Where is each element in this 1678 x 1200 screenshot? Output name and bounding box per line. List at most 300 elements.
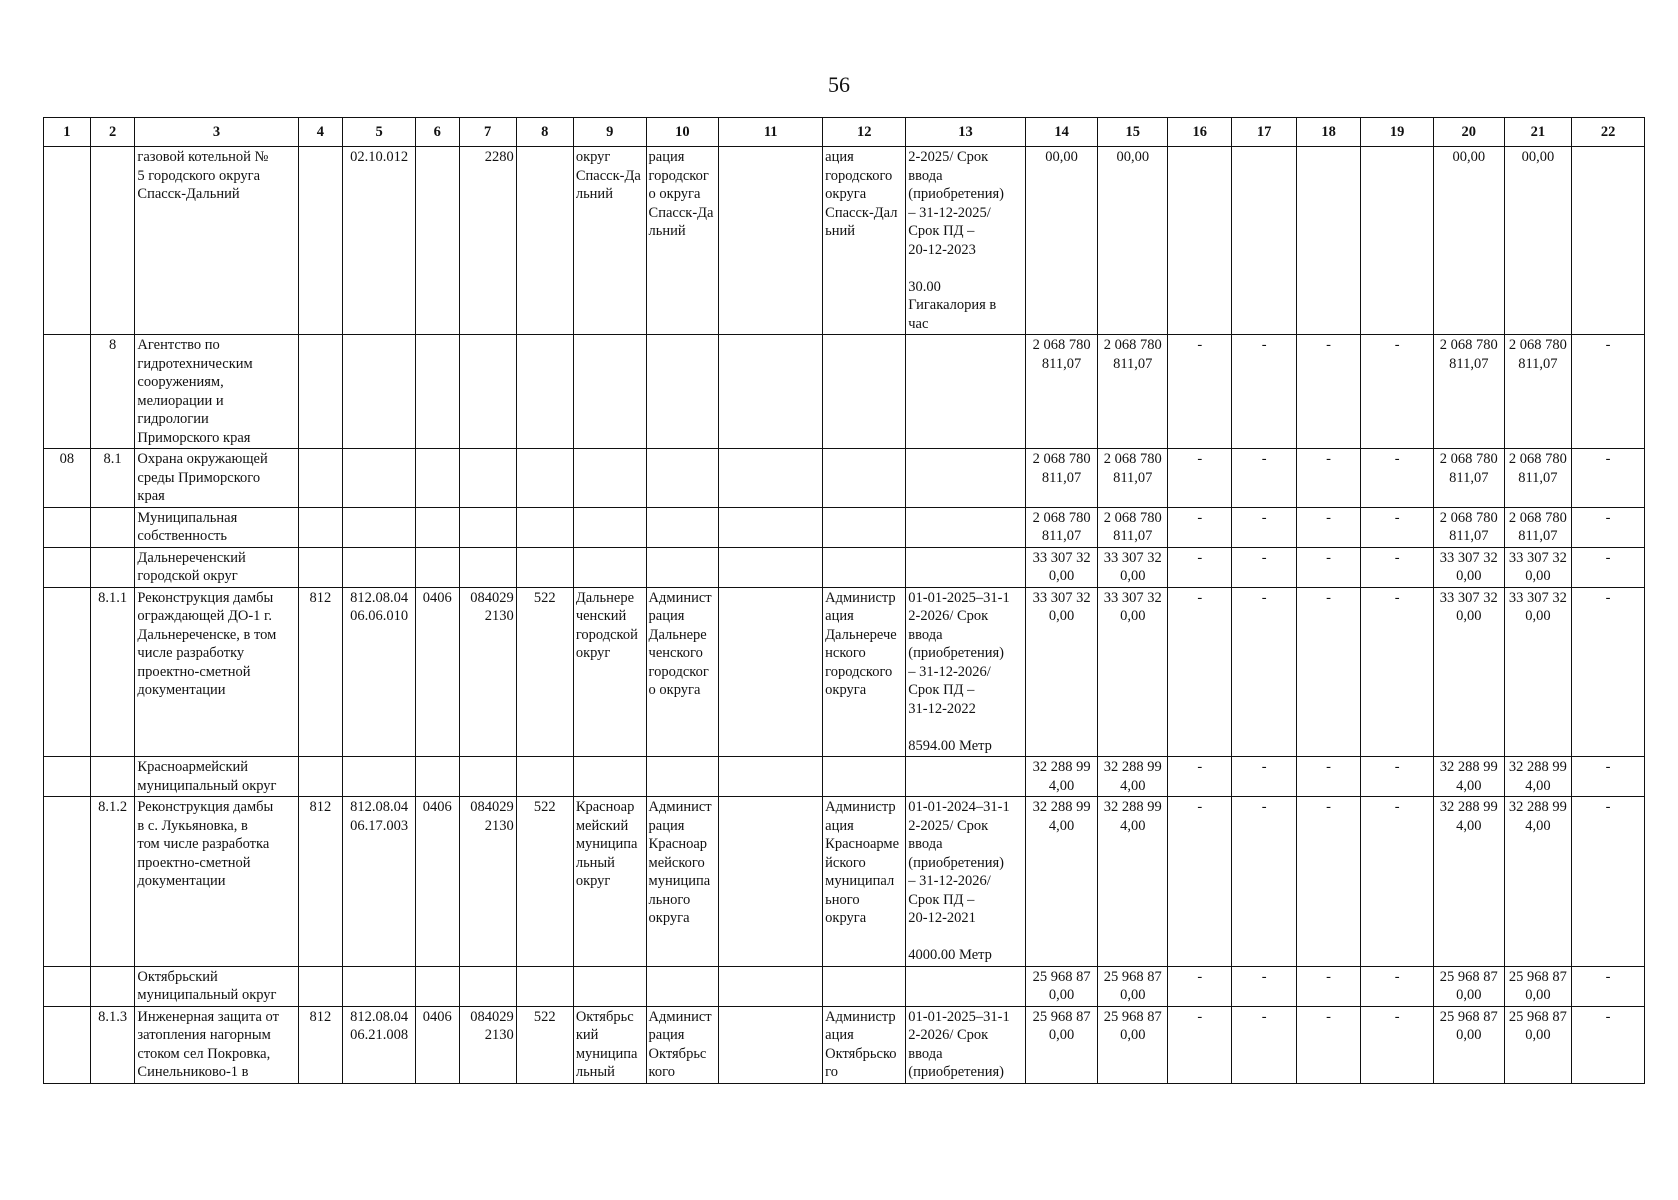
cell-col-3 — [135, 547, 298, 587]
cell-text: - — [1197, 451, 1203, 467]
cell-col-17 — [1232, 797, 1296, 967]
cell-col-8 — [516, 547, 573, 587]
cell-text: 2 068 780 811,07 — [1032, 509, 1091, 544]
cell-col-16 — [1168, 966, 1232, 1006]
cell-text: Агентство по гидротехническим сооружениям, мелиорации и гидрологии Приморского края — [137, 337, 253, 446]
cell-text: 01-01-2025–31-1 2-2026/ Срок ввода (приобретения) — [908, 1008, 1010, 1080]
cell-col-22 — [1572, 335, 1645, 449]
cell-text: Октябрьский муниципальный округ — [137, 968, 277, 1003]
cell-col-13 — [906, 587, 1025, 757]
cell-col-12 — [823, 1006, 906, 1083]
cell-col-18 — [1296, 797, 1360, 967]
cell-col-14 — [1025, 757, 1098, 797]
cell-col-21 — [1504, 507, 1572, 547]
cell-col-19 — [1361, 797, 1434, 967]
cell-col-13 — [906, 547, 1025, 587]
cell-col-15 — [1098, 1006, 1168, 1083]
cell-col-1 — [44, 797, 91, 967]
cell-col-14 — [1025, 507, 1098, 547]
cell-text: 812.08.04 06.21.008 — [350, 1008, 409, 1043]
column-header-6: 6 — [415, 118, 459, 147]
cell-text: 32 288 99 4,00 — [1103, 759, 1162, 794]
cell-col-15 — [1098, 587, 1168, 757]
cell-text: 33 307 32 0,00 — [1439, 589, 1498, 624]
column-header-8: 8 — [516, 118, 573, 147]
cell-col-2 — [90, 335, 135, 449]
cell-col-17 — [1232, 757, 1296, 797]
table-row — [44, 966, 1645, 1006]
cell-text: 32 288 99 4,00 — [1508, 759, 1567, 794]
cell-col-6 — [415, 966, 459, 1006]
cell-col-13 — [906, 507, 1025, 547]
cell-text: 522 — [533, 799, 556, 815]
column-header-17: 17 — [1232, 118, 1296, 147]
cell-text: - — [1197, 1008, 1203, 1025]
cell-text: - — [1605, 451, 1611, 467]
cell-col-9 — [573, 449, 646, 508]
cell-text: - — [1197, 549, 1203, 566]
cell-text: 01-01-2024–31-1 2-2025/ Срок ввода (приобретения) – 31-12-2026/ Срок ПД – 20-12-2021 4000.00 Метр — [908, 799, 1010, 963]
cell-text: 2 068 780 811,07 — [1508, 337, 1567, 372]
table-row — [44, 335, 1645, 449]
cell-col-18 — [1296, 547, 1360, 587]
cell-col-7 — [459, 507, 516, 547]
cell-text: 01-01-2025–31-1 2-2026/ Срок ввода (приобретения) – 31-12-2026/ Срок ПД – 31-12-2022 8594.00 Метр — [908, 589, 1010, 754]
header-row — [44, 118, 1645, 147]
cell-col-1 — [44, 547, 91, 587]
cell-col-18 — [1296, 966, 1360, 1006]
column-header-15: 15 — [1098, 118, 1168, 147]
cell-text: 25 968 87 0,00 — [1439, 968, 1498, 1003]
cell-text: - — [1605, 589, 1611, 606]
cell-col-4 — [298, 1006, 343, 1083]
cell-text: 2 068 780 811,07 — [1439, 509, 1498, 544]
cell-col-10 — [646, 966, 719, 1006]
cell-text: 33 307 32 0,00 — [1032, 549, 1091, 584]
cell-col-20 — [1433, 757, 1504, 797]
cell-col-1 — [44, 147, 91, 335]
cell-text: 084029 2130 — [470, 799, 514, 834]
cell-col-14 — [1025, 449, 1098, 508]
cell-col-17 — [1232, 547, 1296, 587]
cell-col-2 — [90, 449, 135, 508]
cell-text: 32 288 99 4,00 — [1439, 759, 1498, 794]
cell-col-19 — [1361, 449, 1434, 508]
column-header-21: 21 — [1504, 118, 1572, 147]
cell-col-8 — [516, 147, 573, 335]
cell-col-21 — [1504, 1006, 1572, 1083]
cell-col-6 — [415, 1006, 459, 1083]
cell-col-19 — [1361, 507, 1434, 547]
budget-table — [43, 117, 1645, 1084]
cell-text: 8.1.1 — [98, 589, 128, 606]
cell-text: - — [1326, 589, 1331, 606]
cell-col-16 — [1168, 547, 1232, 587]
cell-text: - — [1394, 509, 1400, 526]
cell-text: - — [1394, 337, 1400, 353]
cell-col-16 — [1168, 1006, 1232, 1083]
cell-text: 2 068 780 811,07 — [1032, 337, 1091, 372]
cell-col-12 — [823, 335, 906, 449]
cell-text: - — [1394, 759, 1400, 775]
table-row — [44, 547, 1645, 587]
cell-col-18 — [1296, 449, 1360, 508]
cell-text: 32 288 99 4,00 — [1103, 799, 1162, 834]
cell-col-8 — [516, 757, 573, 797]
cell-col-5 — [343, 449, 416, 508]
cell-col-4 — [298, 797, 343, 967]
column-header-12: 12 — [823, 118, 906, 147]
cell-text: Охрана окружающей среды Приморского края — [137, 451, 268, 504]
cell-col-18 — [1296, 147, 1360, 335]
column-header-18: 18 — [1296, 118, 1360, 147]
cell-text: - — [1394, 549, 1400, 566]
cell-col-22 — [1572, 507, 1645, 547]
cell-text: - — [1326, 451, 1331, 467]
cell-text: - — [1326, 337, 1331, 353]
cell-col-12 — [823, 507, 906, 547]
cell-text: 2-2025/ Срок ввода (приобретения) – 31-12-2025/ Срок ПД – 20-12-2023 30.00 Гигакалория в час — [908, 149, 1004, 332]
cell-text: - — [1394, 799, 1400, 815]
cell-text: Админист рация Октябрьс кого — [648, 1008, 712, 1080]
cell-text: газовой котельной № 5 городского округа Спасск-Дальний — [137, 149, 269, 202]
cell-col-21 — [1504, 757, 1572, 797]
cell-col-19 — [1361, 587, 1434, 757]
cell-col-7 — [459, 966, 516, 1006]
cell-col-20 — [1433, 587, 1504, 757]
cell-col-6 — [415, 547, 459, 587]
cell-col-1 — [44, 757, 91, 797]
cell-col-20 — [1433, 147, 1504, 335]
cell-text: 00,00 — [1452, 149, 1486, 165]
cell-col-2 — [90, 147, 135, 335]
cell-col-10 — [646, 797, 719, 967]
cell-col-7 — [459, 797, 516, 967]
cell-text: 00,00 — [1521, 149, 1555, 165]
column-header-19: 19 — [1361, 118, 1434, 147]
cell-text: 32 288 99 4,00 — [1032, 759, 1091, 794]
table-row — [44, 1006, 1645, 1083]
cell-col-15 — [1098, 757, 1168, 797]
cell-col-13 — [906, 757, 1025, 797]
cell-col-13 — [906, 1006, 1025, 1083]
cell-text: 2 068 780 811,07 — [1439, 337, 1498, 372]
cell-col-2 — [90, 797, 135, 967]
cell-col-11 — [719, 966, 823, 1006]
cell-col-3 — [135, 757, 298, 797]
cell-text: 00,00 — [1116, 149, 1150, 165]
column-header-2: 2 — [90, 118, 135, 147]
cell-col-16 — [1168, 587, 1232, 757]
cell-col-13 — [906, 797, 1025, 967]
cell-col-22 — [1572, 449, 1645, 508]
cell-col-13 — [906, 335, 1025, 449]
cell-col-6 — [415, 757, 459, 797]
cell-col-7 — [459, 547, 516, 587]
cell-col-10 — [646, 757, 719, 797]
cell-text: 2280 — [484, 149, 514, 165]
cell-col-21 — [1504, 147, 1572, 335]
cell-text: - — [1326, 759, 1331, 775]
cell-col-22 — [1572, 147, 1645, 335]
cell-text: 25 968 87 0,00 — [1439, 1008, 1498, 1043]
cell-col-4 — [298, 147, 343, 335]
cell-text: - — [1326, 799, 1331, 815]
cell-col-3 — [135, 1006, 298, 1083]
cell-col-14 — [1025, 335, 1098, 449]
cell-col-3 — [135, 587, 298, 757]
cell-col-5 — [343, 757, 416, 797]
cell-text: 812 — [309, 799, 332, 815]
cell-text: 25 968 87 0,00 — [1508, 968, 1567, 1003]
cell-text: - — [1605, 509, 1611, 526]
cell-col-7 — [459, 449, 516, 508]
cell-text: 2 068 780 811,07 — [1508, 451, 1567, 486]
cell-col-17 — [1232, 335, 1296, 449]
cell-col-11 — [719, 449, 823, 508]
cell-col-19 — [1361, 1006, 1434, 1083]
cell-col-21 — [1504, 449, 1572, 508]
cell-col-20 — [1433, 507, 1504, 547]
cell-text: - — [1326, 549, 1331, 566]
cell-text: ация городского округа Спасск-Дал ьний — [825, 149, 898, 239]
cell-col-12 — [823, 547, 906, 587]
cell-text: Реконструкция дамбы в с. Лукьяновка, в том числе разработка проектно-сметной документации — [137, 799, 274, 889]
cell-text: 02.10.012 — [350, 149, 409, 165]
cell-text: 0406 — [422, 589, 452, 606]
cell-col-10 — [646, 335, 719, 449]
cell-col-1 — [44, 335, 91, 449]
cell-col-8 — [516, 966, 573, 1006]
cell-col-11 — [719, 547, 823, 587]
cell-col-11 — [719, 335, 823, 449]
cell-col-2 — [90, 507, 135, 547]
cell-text: Реконструкция дамбы ограждающей ДО-1 г. Дальнереченске, в том числе разработку проектно-сметной документации — [137, 589, 277, 698]
cell-col-1 — [44, 966, 91, 1006]
cell-text: - — [1605, 759, 1611, 775]
cell-col-4 — [298, 547, 343, 587]
cell-text: 084029 2130 — [470, 589, 514, 624]
column-header-3: 3 — [135, 118, 298, 147]
cell-col-21 — [1504, 547, 1572, 587]
cell-text: Октябрьс кий муниципа льный — [575, 1008, 638, 1080]
cell-text: - — [1197, 589, 1203, 606]
cell-col-17 — [1232, 966, 1296, 1006]
cell-text: - — [1394, 451, 1400, 467]
cell-col-15 — [1098, 507, 1168, 547]
cell-col-20 — [1433, 1006, 1504, 1083]
cell-col-9 — [573, 507, 646, 547]
cell-text: - — [1261, 509, 1267, 526]
cell-col-10 — [646, 587, 719, 757]
cell-col-13 — [906, 147, 1025, 335]
column-header-5: 5 — [343, 118, 416, 147]
cell-col-20 — [1433, 547, 1504, 587]
cell-text: 25 968 87 0,00 — [1103, 968, 1162, 1003]
cell-col-19 — [1361, 547, 1434, 587]
cell-col-4 — [298, 757, 343, 797]
cell-col-5 — [343, 507, 416, 547]
cell-col-14 — [1025, 797, 1098, 967]
cell-col-22 — [1572, 757, 1645, 797]
column-header-14: 14 — [1025, 118, 1098, 147]
cell-text: - — [1605, 1008, 1611, 1025]
cell-col-19 — [1361, 147, 1434, 335]
cell-col-15 — [1098, 797, 1168, 967]
cell-text: 2 068 780 811,07 — [1103, 509, 1162, 544]
cell-col-9 — [573, 797, 646, 967]
column-header-7: 7 — [459, 118, 516, 147]
cell-col-5 — [343, 335, 416, 449]
column-header-9: 9 — [573, 118, 646, 147]
cell-text: 08 — [59, 451, 75, 467]
cell-col-7 — [459, 587, 516, 757]
column-header-10: 10 — [646, 118, 719, 147]
cell-text: Администр ация Дальнерече нского городского округа — [825, 589, 897, 698]
cell-text: 00,00 — [1045, 149, 1078, 165]
cell-col-22 — [1572, 966, 1645, 1006]
cell-col-4 — [298, 587, 343, 757]
cell-text: 32 288 99 4,00 — [1439, 799, 1498, 834]
cell-text: 2 068 780 811,07 — [1032, 451, 1091, 486]
cell-col-11 — [719, 587, 823, 757]
cell-col-8 — [516, 587, 573, 757]
cell-col-21 — [1504, 587, 1572, 757]
cell-text: - — [1261, 589, 1267, 606]
cell-col-5 — [343, 966, 416, 1006]
cell-col-15 — [1098, 449, 1168, 508]
cell-col-3 — [135, 147, 298, 335]
cell-col-18 — [1296, 1006, 1360, 1083]
cell-col-7 — [459, 147, 516, 335]
cell-col-21 — [1504, 335, 1572, 449]
cell-text: 25 968 87 0,00 — [1032, 1008, 1091, 1043]
cell-text: 2 068 780 811,07 — [1103, 337, 1162, 372]
cell-col-4 — [298, 507, 343, 547]
cell-col-5 — [343, 797, 416, 967]
cell-col-14 — [1025, 587, 1098, 757]
cell-text: Дальнере ченский городской округ — [575, 589, 638, 661]
cell-text: Муниципальная собственность — [137, 509, 238, 544]
column-header-20: 20 — [1433, 118, 1504, 147]
cell-col-5 — [343, 1006, 416, 1083]
cell-col-2 — [90, 757, 135, 797]
cell-col-1 — [44, 1006, 91, 1083]
cell-text: - — [1326, 1008, 1331, 1025]
cell-col-11 — [719, 1006, 823, 1083]
cell-col-19 — [1361, 335, 1434, 449]
cell-col-7 — [459, 335, 516, 449]
cell-text: 25 968 87 0,00 — [1508, 1008, 1567, 1043]
cell-col-11 — [719, 757, 823, 797]
cell-col-5 — [343, 587, 416, 757]
cell-col-6 — [415, 587, 459, 757]
cell-col-11 — [719, 147, 823, 335]
cell-text: округ Спасск-Да льний — [575, 149, 641, 202]
cell-text: Инженерная защита от затопления нагорным стоком сел Покровка, Синельниково-1 в — [137, 1008, 279, 1080]
cell-text: 522 — [533, 1008, 556, 1025]
cell-col-20 — [1433, 966, 1504, 1006]
cell-text: 0406 — [422, 1008, 452, 1025]
cell-col-2 — [90, 966, 135, 1006]
cell-text: - — [1197, 337, 1203, 353]
cell-col-5 — [343, 147, 416, 335]
cell-text: 084029 2130 — [470, 1008, 514, 1043]
cell-col-16 — [1168, 147, 1232, 335]
cell-col-4 — [298, 449, 343, 508]
cell-col-1 — [44, 587, 91, 757]
cell-text: - — [1197, 509, 1203, 526]
cell-text: - — [1605, 549, 1611, 566]
cell-col-12 — [823, 587, 906, 757]
column-header-11: 11 — [719, 118, 823, 147]
column-header-16: 16 — [1168, 118, 1232, 147]
cell-col-6 — [415, 147, 459, 335]
cell-text: рация городског о округа Спасск-Да льний — [648, 149, 714, 239]
cell-col-6 — [415, 797, 459, 967]
cell-col-16 — [1168, 335, 1232, 449]
cell-col-22 — [1572, 587, 1645, 757]
cell-text: 33 307 32 0,00 — [1103, 589, 1162, 624]
cell-text: Админист рация Красноар мейского муниципа льного округа — [648, 799, 712, 926]
cell-col-16 — [1168, 757, 1232, 797]
cell-col-14 — [1025, 547, 1098, 587]
table-row — [44, 507, 1645, 547]
cell-col-10 — [646, 507, 719, 547]
cell-col-15 — [1098, 547, 1168, 587]
table-body — [44, 147, 1645, 1084]
cell-col-2 — [90, 547, 135, 587]
cell-text: Админист рация Дальнере ченского городског о округа — [648, 589, 712, 698]
cell-col-9 — [573, 587, 646, 757]
cell-text: - — [1261, 451, 1267, 467]
cell-col-19 — [1361, 757, 1434, 797]
cell-col-3 — [135, 797, 298, 967]
cell-col-7 — [459, 757, 516, 797]
cell-col-20 — [1433, 449, 1504, 508]
cell-col-6 — [415, 335, 459, 449]
cell-col-17 — [1232, 147, 1296, 335]
column-header-1: 1 — [44, 118, 91, 147]
cell-text: - — [1326, 509, 1331, 526]
cell-col-13 — [906, 449, 1025, 508]
cell-text: 812 — [309, 1008, 332, 1025]
cell-col-15 — [1098, 966, 1168, 1006]
cell-col-19 — [1361, 966, 1434, 1006]
cell-col-12 — [823, 966, 906, 1006]
cell-text: 8.1.3 — [98, 1008, 128, 1025]
cell-text: 812 — [309, 589, 332, 606]
cell-col-10 — [646, 547, 719, 587]
cell-col-10 — [646, 147, 719, 335]
cell-col-2 — [90, 587, 135, 757]
cell-col-22 — [1572, 1006, 1645, 1083]
cell-text: - — [1605, 337, 1611, 353]
cell-col-15 — [1098, 147, 1168, 335]
cell-text: 812.08.04 06.06.010 — [350, 589, 409, 624]
cell-text: - — [1261, 1008, 1267, 1025]
cell-text: 522 — [533, 589, 556, 606]
cell-col-9 — [573, 335, 646, 449]
cell-col-1 — [44, 507, 91, 547]
cell-col-8 — [516, 507, 573, 547]
cell-col-14 — [1025, 1006, 1098, 1083]
cell-col-21 — [1504, 966, 1572, 1006]
cell-col-22 — [1572, 797, 1645, 967]
cell-col-6 — [415, 507, 459, 547]
cell-text: - — [1394, 1008, 1400, 1025]
cell-text: Красноар мейский муниципа льный округ — [575, 799, 638, 889]
